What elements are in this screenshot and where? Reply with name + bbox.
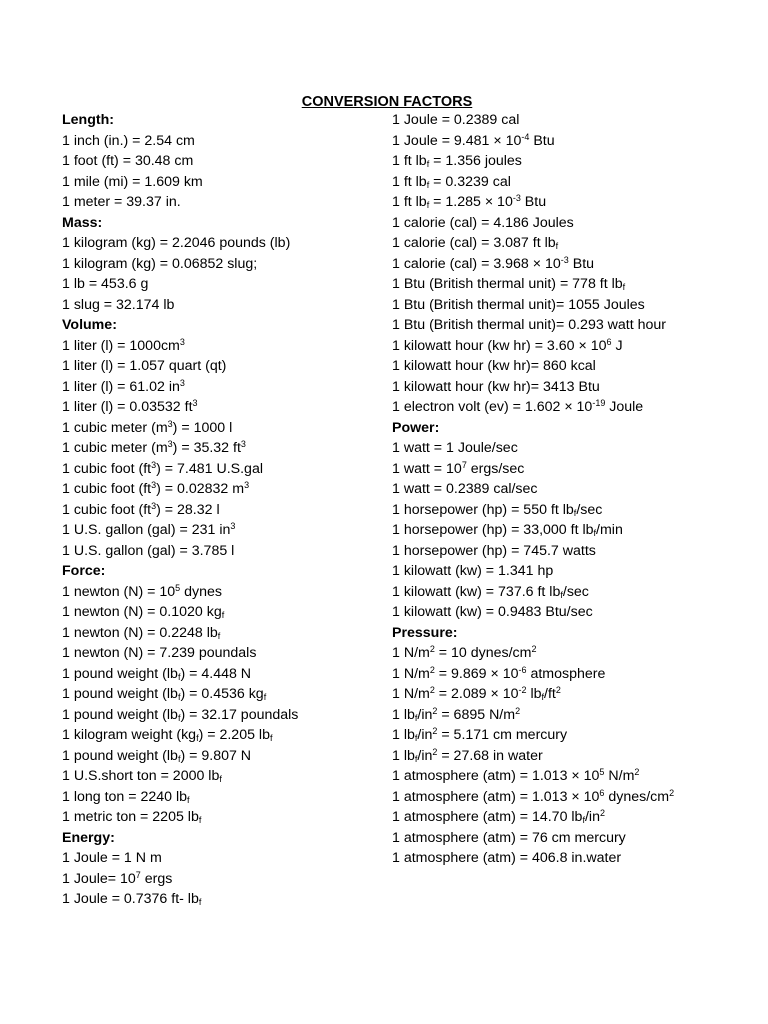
conversion-line: 1 atmosphere $(atm) = 1.013 \times 10^6$ dynes/$cm^2$ [392,787,675,805]
conversion-line: 1 calorie $(cal) = 3.968 \times 10^{-3}$ Btu [392,254,595,272]
conversion-line: 1 horsepower (hp) = 745.7 watts [392,542,596,559]
conversion-line: 1 $N/m^2 = 9.869 \times 10^{-6}$ atmosphere [392,664,606,682]
section-heading: Mass: [62,214,103,231]
conversion-line: 1 atmosphere (atm) = 406.8 in.water [392,850,622,866]
conversion-line: 1 inch (in.) = 2.54 cm [62,132,195,149]
conversion-line: 1 Joule = 1 N m [62,850,162,866]
document-title: CONVERSION FACTORS [301,94,473,110]
conversion-line: 1 atmosphere (atm) = 14.70 $lb_f/in^2$ [392,808,605,825]
conversion-line: 1 pound weight $(lb_f) = 0.4536$ $kg_f$ [62,686,267,702]
conversion-line: 1 kilowatt hour (kw hr)= 3413 Btu [392,378,600,395]
conversion-line: 1 pound weight $(lb_f) = 9.807$ N [62,747,252,764]
conversion-line: 1 cubic foot $(ft^3) = 28.32$ l [62,500,220,518]
conversion-line: 1 slug = 32.174 lb [62,296,175,313]
conversion-line: 1 Btu (British thermal unit) = 778 ft $lb_f$ [392,276,626,292]
right-column [392,110,674,869]
section-heading: Volume: [62,317,117,333]
conversion-line: 1 cubic meter $(m^3) = 35.32$ $ft^3$ [62,439,246,456]
conversion-line: 1 Joule= $10^7$ ergs [62,869,173,887]
conversion-line: 1 kilogram (kg) = 2.2046 pounds (lb) [62,235,291,251]
conversion-line: 1 mile (mi) = 1.609 km [62,173,203,190]
conversion-line: 1 electron volt $(ev) = 1.602 \times 10^{-19}$ Joule [392,398,644,415]
conversion-line: 1 pound weight $(lb_f) = 4.448$ N [62,665,252,682]
conversion-line: 1 $lb_f/in^2 = 27.68$ in water [392,746,543,764]
conversion-line: 1 ft $lb_f = 1.285 \times 10^{-3}$ Btu [392,193,547,210]
conversion-line: 1 pound weight $(lb_f) = 32.17$ poundals [62,706,299,723]
conversion-line: 1 newton (N) = 7.239 poundals [62,645,257,661]
conversion-line: 1 watt = $10^7$ ergs/sec [392,459,525,477]
conversion-line: 1 $N/m^2 = 2.089 \times 10^{-2}$ $lb_f/ft^2$ [392,685,561,702]
conversion-line: 1 cubic foot $(ft^3) = 7.481$ U.S.gal [62,459,263,477]
conversion-line: 1 newton $(N) = 10^5$ dynes [62,582,222,600]
conversion-line: 1 $lb_f/in^2 = 5.171$ cm mercury [392,726,568,743]
conversion-line: 1 newton (N) = 0.1020 $kg_f$ [62,604,225,620]
conversion-line: 1 Joule = 0.7376 ft- $lb_f$ [62,891,202,907]
conversion-line: 1 liter $(l) = 1000cm^3$ [62,336,185,354]
conversion-line: 1 calorie (cal) = 3.087 ft $lb_f$ [392,235,559,251]
conversion-line: 1 Btu (British thermal unit)= 0.293 watt hour [392,317,667,333]
conversion-line: 1 kilowatt (kw) = 737.6 ft $lb_f/\sec$ [392,583,589,600]
conversion-line: 1 foot (ft) = 30.48 cm [62,153,194,169]
conversion-line: 1 liter (l) = 0.03532 $ft^3$ [62,398,198,415]
conversion-line: 1 lb = 453.6 g [62,276,149,292]
conversion-line: 1 $N/m^2 = 10$ dynes/$cm^2$ [392,644,537,661]
conversion-line: 1 meter = 39.37 in. [62,194,181,210]
conversion-line: 1 Joule = $9.481 \times 10^{-4}$ Btu [392,131,555,149]
conversion-line: 1 horsepower (hp) = 550 ft $lb_f/\sec$ [392,501,603,518]
conversion-line: 1 kilowatt (kw) = 1.341 hp [392,563,554,579]
section-heading: Force: [62,563,106,579]
conversion-line: 1 newton (N) = 0.2248 $lb_f$ [62,624,221,641]
conversion-line: 1 cubic meter $(m^3) = 1000$ l [62,418,233,436]
conversion-line: 1 watt = 0.2389 cal/sec [392,481,538,497]
conversion-line: 1 atmosphere $(atm) = 1.013 \times 10^5$ $N/m^2$ [392,767,640,784]
conversion-line: 1 atmosphere (atm) = 76 cm mercury [392,829,626,846]
conversion-line: 1 kilowatt (kw) = 0.9483 Btu/sec [392,604,593,620]
conversion-line: 1 U.S. gallon (gal) = 3.785 l [62,542,235,559]
conversion-line: 1 calorie (cal) = 4.186 Joules [392,214,574,231]
conversion-line: 1 liter (l) = 1.057 quart (qt) [62,358,227,374]
conversion-line: 1 $lb_f/in^2 = 6895$ $N/m^2$ [392,705,521,723]
conversion-line: 1 kilowatt hour (kw hr)= 860 kcal [392,358,596,374]
section-heading: Length: [62,112,115,128]
conversion-line: 1 Btu (British thermal unit)= 1055 Joules [392,296,645,313]
conversion-line: 1 ft $lb_f = 0.3239$ cal [392,173,511,190]
section-heading: Power: [392,419,440,436]
conversion-line: 1 long ton = 2240 $lb_f$ [62,788,190,805]
conversion-line: 1 kilogram weight $(kg_f) = 2.205$ $lb_f$ [62,727,273,743]
conversion-line: 1 liter (l) = 61.02 $in^3$ [62,377,185,395]
conversion-line: 1 U.S.short ton = 2000 $lb_f$ [62,768,222,784]
conversion-line: 1 ft $lb_f = 1.356$ joules [392,153,522,169]
conversion-line: 1 horsepower (hp) = 33,000 ft $lb_f/\min$ [392,522,623,538]
section-heading: Pressure: [392,624,458,641]
conversion-line: 1 U.S. gallon (gal) = 231 $in^3$ [62,521,236,538]
conversion-line: 1 cubic foot $(ft^3) = 0.02832$ $m^3$ [62,480,250,497]
left-column [62,110,298,910]
section-heading: Energy: [62,829,115,846]
conversion-line: 1 kilowatt hour (kw $hr) = 3.60 \times 10^6$ J [392,336,623,354]
conversion-line: 1 metric ton = 2205 $lb_f$ [62,809,202,825]
conversion-line: 1 watt = 1 Joule/sec [392,440,518,456]
conversion-line: 1 Joule = 0.2389 cal [392,112,520,128]
conversion-line: 1 kilogram (kg) = 0.06852 slug; [62,255,258,272]
